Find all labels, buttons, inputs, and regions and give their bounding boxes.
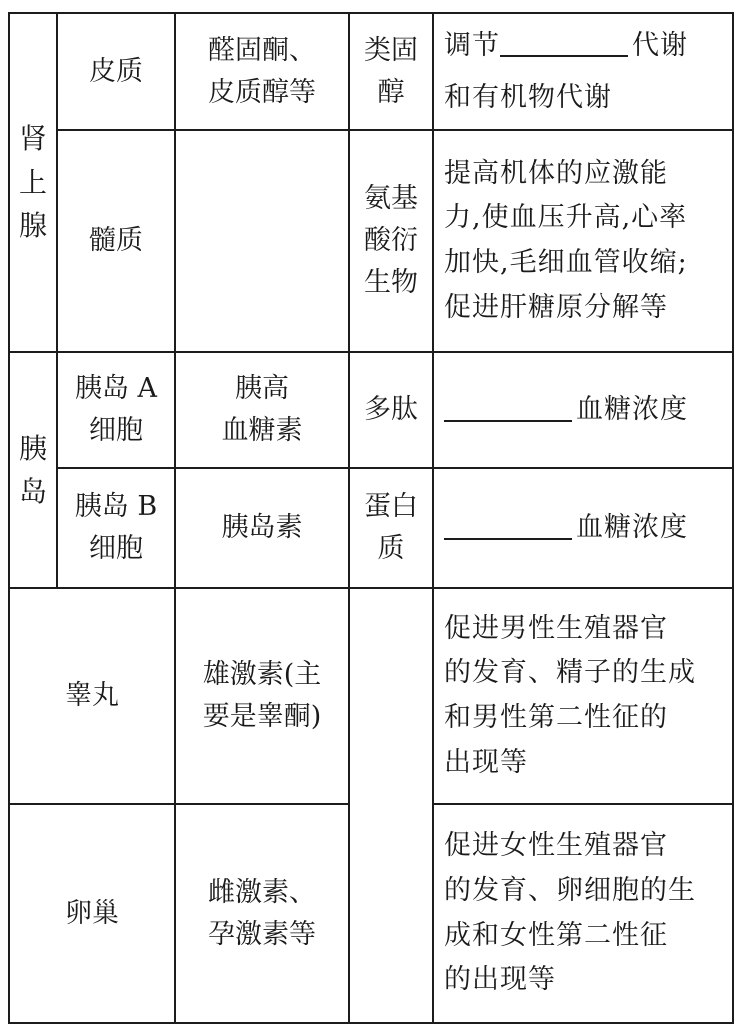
hormone-androgen-line: 要是睾酮) [202, 701, 322, 732]
endocrine-hormone-table [8, 12, 734, 1024]
function-suffix: 血糖浓度 [576, 394, 688, 426]
function-testis-line: 出现等 [444, 746, 528, 778]
hormone-glucagon-line: 胰高 [235, 373, 289, 405]
hormone-androgen-line: 雄激素(主 [202, 659, 322, 691]
function-medulla [433, 130, 733, 352]
hormone-glucagon-line: 血糖素 [221, 415, 303, 446]
gland-adrenal [9, 13, 57, 352]
hormone-estrogen-line: 雌激素、 [208, 876, 316, 908]
function-medulla-line: 力,使血压升高,心率 [444, 202, 688, 234]
function-ovary-line: 促进女性生殖器官 [444, 830, 668, 862]
part-islet-a [57, 352, 175, 468]
gland-islet-char: 岛 [18, 475, 47, 508]
function-medulla-line: 促进肝糖原分解等 [444, 291, 668, 323]
function-prefix: 调节 [444, 30, 500, 62]
function-testis-line: 的发育、精子的生成 [444, 657, 696, 689]
chem-islet-a: 多肽 [349, 352, 433, 468]
function-ovary-line: 的发育、卵细胞的生 [444, 874, 696, 906]
chem-medulla [349, 130, 433, 352]
part-medulla: 髓质 [57, 130, 175, 352]
function-ovary [433, 804, 733, 1023]
chem-medulla-line: 生物 [364, 266, 418, 298]
chem-islet-b [349, 468, 433, 588]
function-medulla-line: 提高机体的应激能 [444, 157, 668, 189]
chem-medulla-line: 酸衍 [364, 225, 418, 257]
gland-ovary: 卵巢 [9, 804, 175, 1023]
function-testis [433, 588, 733, 804]
chem-islet-b-line: 质 [377, 533, 405, 564]
hormone-cortex-line: 醛固酮、 [208, 34, 316, 66]
fill-in-blank[interactable] [444, 393, 572, 422]
function-suffix: 血糖浓度 [576, 512, 688, 544]
part-islet-b-line: 细胞 [89, 533, 143, 564]
hormone-androgen [175, 588, 349, 804]
part-islet-b [57, 468, 175, 588]
function-testis-line: 和男性第二性征的 [444, 702, 668, 733]
fill-in-blank[interactable] [500, 28, 628, 57]
gland-testis: 睾丸 [9, 588, 175, 804]
hormone-cortex-line: 皮质醇等 [208, 76, 316, 108]
hormone-medulla-empty [175, 130, 349, 352]
chem-medulla-line: 氨基 [364, 183, 418, 215]
part-cortex: 皮质 [57, 13, 175, 130]
function-cortex-line1 [444, 20, 726, 71]
chem-cortex-line: 类固 [364, 34, 418, 66]
hormone-glucagon [175, 352, 349, 468]
hormone-insulin: 胰岛素 [175, 468, 349, 588]
function-ovary-line: 成和女性第二性征 [444, 919, 668, 951]
function-suffix: 代谢 [632, 30, 688, 62]
table-row-islet-b [9, 468, 733, 588]
table-row-islet-a [9, 352, 733, 468]
function-medulla-line: 加快,毛细血管收缩; [444, 247, 688, 278]
gland-adrenal-char: 上 [18, 165, 47, 199]
function-cortex [433, 13, 733, 130]
chem-cortex [349, 13, 433, 130]
function-ovary-line: 的出现等 [444, 964, 556, 996]
hormone-estrogen-line: 孕激素等 [208, 918, 316, 950]
part-islet-a-line: 胰岛 A [74, 373, 158, 405]
function-islet-a [433, 352, 733, 468]
fill-in-blank[interactable] [444, 511, 572, 540]
function-cortex-line2: 和有机物代谢 [444, 81, 612, 113]
hormone-cortex [175, 13, 349, 130]
chem-islet-b-line: 蛋白 [364, 491, 418, 523]
chem-cortex-line: 醇 [377, 76, 405, 108]
function-testis-line: 促进男性生殖器官 [444, 612, 668, 644]
gland-islet [9, 352, 57, 588]
chem-sex-hormones-empty [349, 588, 433, 1023]
hormone-estrogen [175, 804, 349, 1023]
gland-adrenal-char: 肾 [18, 122, 47, 156]
table-row-adrenal-medulla [9, 130, 733, 352]
gland-islet-char: 胰 [18, 431, 47, 465]
gland-adrenal-char: 腺 [18, 209, 47, 243]
function-islet-b [433, 468, 733, 588]
part-islet-b-line: 胰岛 B [74, 491, 158, 523]
table-row-adrenal-cortex [9, 13, 733, 130]
part-islet-a-line: 细胞 [89, 415, 143, 446]
table-row-testis [9, 588, 733, 804]
